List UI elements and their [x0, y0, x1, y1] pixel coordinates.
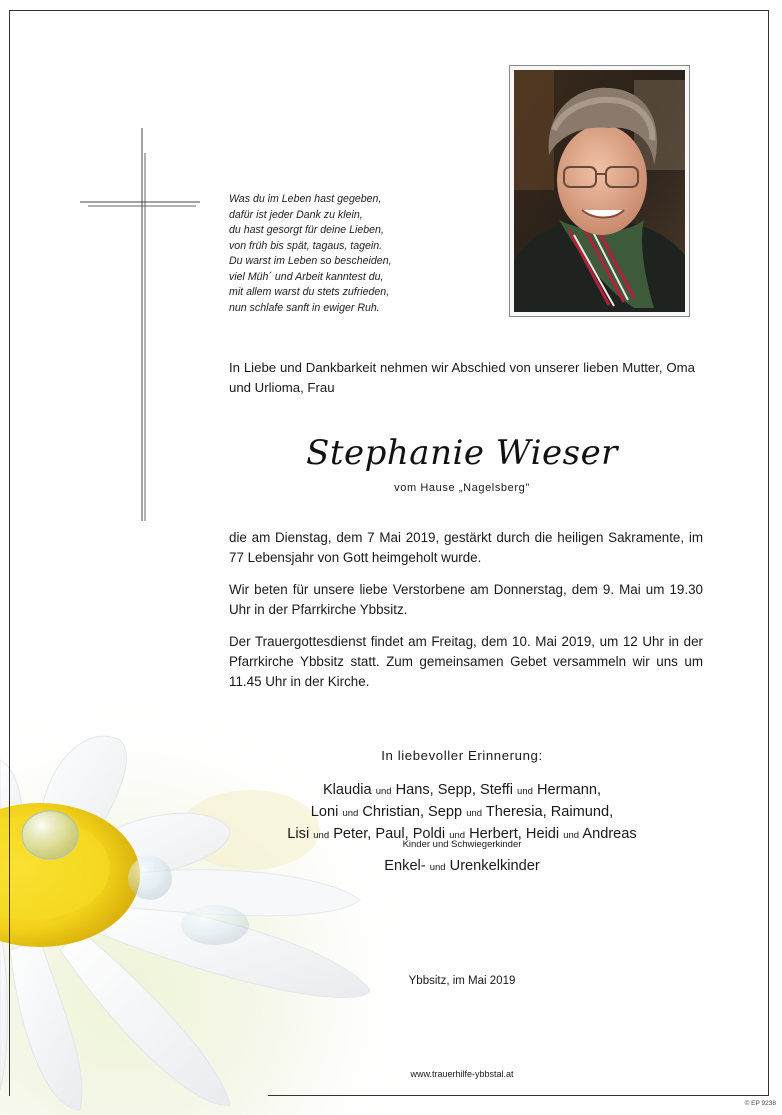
poem-line: viel Müh´ und Arbeit kanntest du,	[229, 270, 384, 283]
poem-line: du hast gesorgt für deine Lieben,	[229, 224, 384, 236]
und-word: und	[342, 808, 359, 819]
und-word: und	[466, 808, 483, 819]
memory-heading: In liebevoller Erinnerung:	[381, 748, 543, 763]
portrait-image	[514, 70, 685, 312]
deceased-name: Stephanie Wieser	[306, 433, 618, 473]
family-name: Klaudia	[322, 782, 372, 798]
intro-text: In Liebe und Dankbarkeit nehmen wir Abschied von unserer lieben Mutter, Oma und Urlioma, Frau	[229, 360, 695, 395]
und-word: und	[563, 830, 580, 841]
poem-line: mit allem warst du stets zufrieden,	[229, 286, 390, 298]
prayer-paragraph: Wir beten für unsere liebe Verstorbene am Donnerstag, dem 9. Mai um 19.30 Uhr in der Pfarrkirche Ybbsitz.	[229, 582, 703, 617]
family-name: Theresia, Raimund,	[485, 804, 614, 820]
und-word: und	[429, 862, 446, 873]
family-name: Enkel-	[384, 858, 426, 874]
family-name: Andreas	[582, 826, 637, 842]
memorial-poem	[229, 192, 479, 316]
poem-line: nun schlafe sanft in ewiger Ruh.	[229, 301, 380, 314]
family-name: Christian, Sepp	[362, 804, 463, 820]
death-notice-paragraph: die am Dienstag, dem 7 Mai 2019, gestärkt durch die heiligen Sakramente, im 77 Lebensjahr von Gott heimgeholt wurde.	[229, 530, 703, 565]
cross-icon	[78, 125, 204, 525]
family-line	[229, 802, 695, 824]
family-name: Loni	[310, 804, 339, 820]
place-date: Ybbsitz, im Mai 2019	[408, 975, 516, 987]
children-caption: Kinder und Schwiegerkinder	[402, 839, 522, 850]
und-word: und	[517, 786, 533, 797]
print-code: © EP 9238	[744, 1100, 776, 1107]
und-word: und	[449, 830, 466, 841]
poem-line: von früh bis spät, tagaus, tagein.	[229, 239, 383, 252]
website-link[interactable]: www.trauerhilfe-ybbstal.at	[410, 1069, 514, 1079]
grandchildren-line	[229, 858, 695, 874]
family-name: Hans, Sepp, Steffi	[395, 782, 513, 798]
portrait-photo	[509, 65, 690, 317]
page-frame-bottom	[268, 1095, 768, 1096]
family-name: Herbert, Heidi	[469, 826, 560, 842]
house-name: vom Hause „Nagelsberg"	[394, 482, 530, 494]
und-word: und	[375, 786, 392, 797]
poem-line: dafür ist jeder Dank zu klein,	[229, 208, 363, 221]
family-name: Hermann,	[536, 782, 602, 798]
poem-line: Du warst im Leben so bescheiden,	[229, 255, 392, 267]
family-line	[229, 780, 695, 802]
poem-line: Was du im Leben hast gegeben,	[229, 193, 382, 205]
family-name: Peter, Paul, Poldi	[333, 826, 446, 842]
und-word: und	[313, 830, 330, 841]
funeral-paragraph: Der Trauergottesdienst findet am Freitag, dem 10. Mai 2019, um 12 Uhr in der Pfarrkirche Ybbsitz statt. Zum gemeinsamen Gebet versammeln wir uns um 11.45 Uhr in der Kirche.	[229, 634, 703, 689]
family-list	[229, 780, 695, 846]
family-name: Lisi	[287, 826, 310, 842]
family-name: Urenkelkinder	[449, 858, 540, 874]
